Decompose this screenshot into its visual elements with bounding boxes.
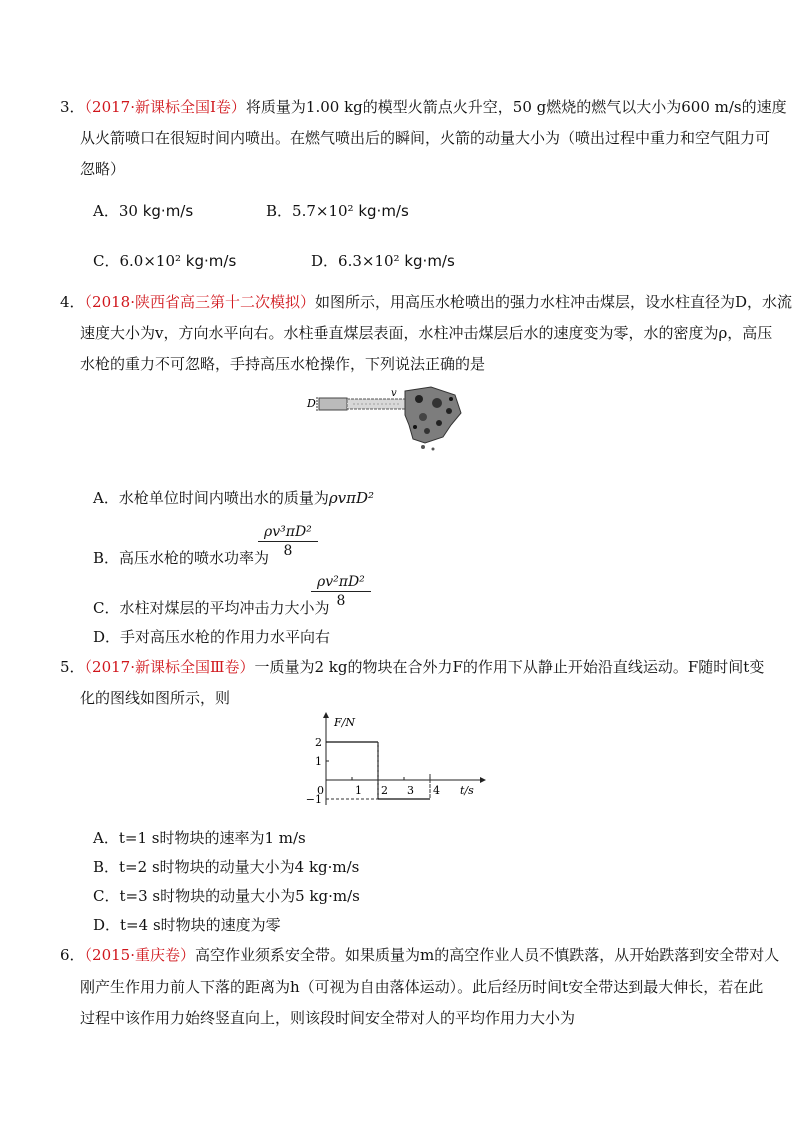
q3-option-a[interactable]: A．30 kg·m/s: [93, 202, 194, 220]
figure-label-d: D: [307, 397, 316, 410]
q5-number: 5．: [60, 658, 85, 676]
x-tick-label-3: 3: [407, 784, 414, 797]
q3-option-c[interactable]: C．6.0×10² kg·m/s: [93, 252, 237, 270]
q3-option-d[interactable]: D．6.3×10² kg·m/s: [311, 252, 455, 270]
q4-b-fraction: $\frac{\text{ρv³πD²}}{8}$: [258, 524, 318, 559]
q4-a-formula: ρvπD²: [328, 489, 375, 507]
x-axis-label: t/s: [460, 784, 474, 797]
q3-option-b[interactable]: B．5.7×10² kg·m/s: [266, 202, 409, 220]
q4-source: （2018·陕西省高三第十二次模拟）: [84, 293, 315, 311]
q4-line1: [60, 291, 792, 313]
q4-option-d[interactable]: D．手对高压水枪的作用力水平向右: [93, 628, 331, 646]
water-column: [347, 399, 405, 409]
x-tick-label-4: 4: [433, 784, 440, 797]
q6-line2: 刚产生作用力前人下落的距离为h（可视为自由落体运动）。此后经历时间t安全带达到最大伸长，若在此: [80, 978, 764, 996]
q6-source: （2015·重庆卷）: [84, 946, 195, 964]
figure-label-v: v: [391, 388, 397, 399]
q5-option-a[interactable]: A．t=1 s时物块的速率为1 m/s: [93, 829, 306, 847]
y-tick-label-2: 2: [315, 736, 322, 749]
water-jet-figure: [305, 385, 465, 453]
q6-line3: 过程中该作用力始终竖直向上，则该段时间安全带对人的平均作用力大小为: [80, 1009, 576, 1027]
q5-source: （2017·新课标全国Ⅲ卷）: [84, 658, 255, 676]
q5-line2: 化的图线如图所示，则: [80, 689, 231, 707]
x-tick-label-1: 1: [355, 784, 362, 797]
x-tick-label-0: 0: [317, 784, 324, 797]
q3-source: （2017·新课标全国Ⅰ卷）: [84, 98, 246, 116]
q4-text1: 如图所示，用高压水枪喷出的强力水柱冲击煤层，设水柱直径为D，水流: [315, 293, 793, 311]
force-time-chart: [305, 710, 488, 810]
q6-number: 6．: [60, 946, 85, 964]
q4-option-a[interactable]: A．水枪单位时间内喷出水的质量为ρvπD²: [93, 489, 375, 507]
q5-line1: [60, 656, 764, 678]
q5-option-c[interactable]: C．t=3 s时物块的动量大小为5 kg·m/s: [93, 887, 360, 905]
q3-line1: [60, 96, 787, 118]
q3-text1: 将质量为1.00 kg的模型火箭点火升空，50 g燃烧的燃气以大小为600 m/s的速度: [245, 98, 787, 116]
x-axis-arrow: [480, 777, 486, 783]
y-tick-label-1: 1: [315, 755, 322, 768]
y-axis-label: F/N: [334, 716, 355, 729]
x-tick-label-2: 2: [381, 784, 388, 797]
q3-line3: 忽略）: [80, 160, 126, 178]
q3-line2: 从火箭喷口在很短时间内喷出。在燃气喷出后的瞬间，火箭的动量大小为（喷出过程中重力和空气阻力可: [80, 129, 771, 147]
q4-option-c[interactable]: C．水柱对煤层的平均冲击力大小为: [93, 599, 330, 617]
q5-option-b[interactable]: B．t=2 s时物块的动量大小为4 kg·m/s: [93, 858, 360, 876]
water-gun: [319, 398, 347, 410]
q6-text1: 高空作业须系安全带。如果质量为m的高空作业人员不慎跌落，从开始跌落到安全带对人: [195, 946, 780, 964]
q4-line3: 水枪的重力不可忽略，手持高压水枪操作，下列说法正确的是: [80, 355, 486, 373]
q5-option-d[interactable]: D．t=4 s时物块的速度为零: [93, 916, 281, 934]
q4-line2: 速度大小为v，方向水平向右。水柱垂直煤层表面，水柱冲击煤层后水的速度变为零，水的密度为ρ，高压: [80, 324, 773, 342]
y-tick-label--1: −1: [305, 793, 322, 806]
q5-text1: 一质量为2 kg的物块在合外力F的作用下从静止开始沿直线运动。F随时间t变: [254, 658, 765, 676]
q4-option-b[interactable]: B．高压水枪的喷水功率为: [93, 549, 270, 567]
q4-c-fraction: $\frac{\text{ρv²πD²}}{8}$: [311, 574, 371, 609]
coal-seam: [405, 387, 461, 451]
q3-number: 3．: [60, 98, 85, 116]
q4-number: 4．: [60, 293, 85, 311]
y-axis-arrow: [323, 712, 329, 718]
q6-line1: [60, 944, 779, 966]
